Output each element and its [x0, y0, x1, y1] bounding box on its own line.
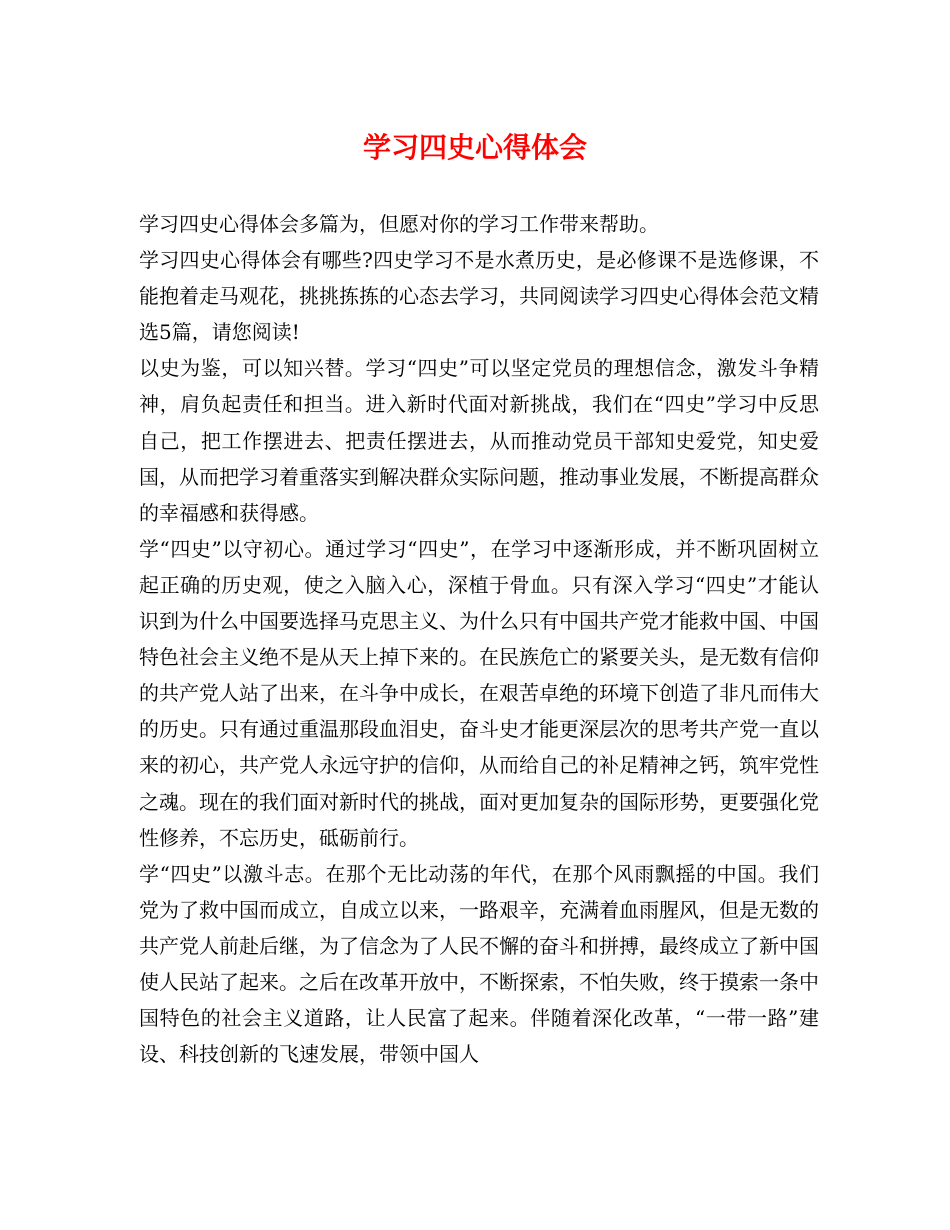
document-title: 学习四史心得体会: [362, 131, 587, 164]
paragraph-intro: 学习四史心得体会多篇为，但愿对你的学习工作带来帮助。: [139, 212, 659, 236]
document-body: [139, 206, 819, 1072]
paragraph-keep-original-aspiration: 学“四史”以守初心。通过学习“四史”，在学习中逐渐形成，并不断巩固树立起正确的历史观，使之入脑入心，深植于骨血。只有深入学习“四史”才能认识到为什么中国要选择马克思主义、为什么只有中国共产党才能救中国、中国特色社会主义绝不是从天上掉下来的。在民族危亡的紧要关头，是无数有信仰的共产党人站了出来，在斗争中成长，在艰苦卓绝的环境下创造了非凡而伟大的历史。只有通过重温那段血泪史，奋斗史才能更深层次的思考共产党一直以来的初心，共产党人永远守护的信仰，从而给自己的补足精神之钙，筑牢党性之魂。现在的我们面对新时代的挑战，面对更加复杂的国际形势，更要强化党性修养，不忘历史，砥砺前行。: [139, 536, 819, 850]
paragraph-overview: 学习四史心得体会有哪些?四史学习不是水煮历史，是必修课不是选修课，不能抱着走马观花，挑挑拣拣的心态去学习，共同阅读学习四史心得体会范文精选5篇，请您阅读!: [139, 248, 819, 345]
paragraph-inspire-will: 学“四史”以激斗志。在那个无比动荡的年代，在那个风雨飘摇的中国。我们党为了救中国而成立，自成立以来，一路艰辛，充满着血雨腥风，但是无数的共产党人前赴后继，为了信念为了人民不懈的奋斗和拼搏，最终成立了新中国使人民站了起来。之后在改革开放中，不断探索，不怕失败，终于摸索一条中国特色的社会主义道路，让人民富了起来。伴随着深化改革，“一带一路”建设、科技创新的飞速发展，带领中国人: [139, 861, 819, 1067]
paragraph-history-mirror: 以史为鉴，可以知兴替。学习“四史”可以坚定党员的理想信念，激发斗争精神，肩负起责任和担当。进入新时代面对新挑战，我们在“四史”学习中反思自己，把工作摆进去、把责任摆进去，从而推动党员干部知史爱党，知史爱国，从而把学习着重落实到解决群众实际问题，推动事业发展，不断提高群众的幸福感和获得感。: [139, 356, 819, 525]
